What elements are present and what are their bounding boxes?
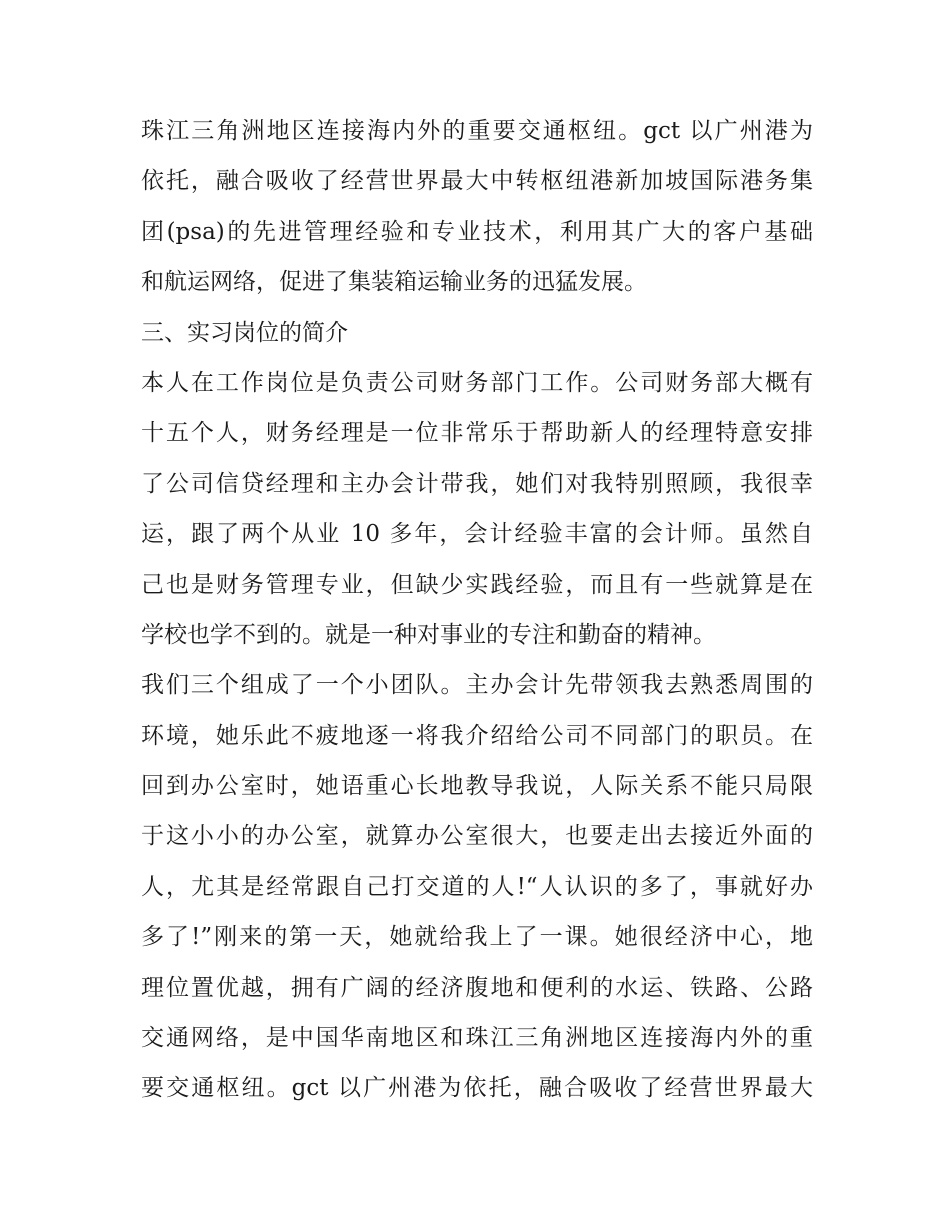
text-line: 十五个人，财务经理是一位非常乐于帮助新人的经理特意安排 bbox=[141, 420, 813, 447]
text-line: 了公司信贷经理和主办会计带我，她们对我特别照顾，我很幸 bbox=[141, 470, 813, 497]
text-line: 环境，她乐此不疲地逐一将我介绍给公司不同部门的职员。在 bbox=[141, 722, 813, 749]
text-line: 多了!”刚来的第一天，她就给我上了一课。她很经济中心，地 bbox=[141, 924, 813, 951]
text-line: 己也是财务管理专业，但缺少实践经验，而且有一些就算是在 bbox=[141, 571, 813, 598]
text-line: 依托，融合吸收了经营世界最大中转枢纽港新加坡国际港务集 bbox=[141, 168, 813, 195]
section-heading: 三、实习岗位的简介 bbox=[141, 319, 348, 346]
document-body bbox=[141, 106, 813, 1114]
text-line: 和航运网络，促进了集装箱运输业务的迅猛发展。 bbox=[141, 269, 647, 296]
text-line: 交通网络，是中国华南地区和珠江三角洲地区连接海内外的重 bbox=[141, 1025, 813, 1052]
text-line: 运，跟了两个从业 10 多年，会计经验丰富的会计师。虽然自 bbox=[141, 521, 813, 548]
text-line: 学校也学不到的。就是一种对事业的专注和勤奋的精神。 bbox=[141, 621, 716, 648]
text-line: 我们三个组成了一个小团队。主办会计先带领我去熟悉周围的 bbox=[141, 672, 813, 699]
text-line: 要交通枢纽。gct 以广州港为依托，融合吸收了经营世界最大 bbox=[141, 1075, 813, 1102]
text-line: 本人在工作岗位是负责公司财务部门工作。公司财务部大概有 bbox=[141, 369, 813, 396]
text-line: 回到办公室时，她语重心长地教导我说，人际关系不能只局限 bbox=[141, 773, 813, 800]
text-line: 珠江三角洲地区连接海内外的重要交通枢纽。gct 以广州港为 bbox=[141, 118, 813, 144]
text-line: 团(psa)的先进管理经验和专业技术，利用其广大的客户基础 bbox=[141, 218, 813, 245]
text-line: 理位置优越，拥有广阔的经济腹地和便利的水运、铁路、公路 bbox=[141, 974, 813, 1001]
text-line: 于这小小的办公室，就算办公室很大，也要走出去接近外面的 bbox=[141, 823, 813, 850]
text-line: 人，尤其是经常跟自己打交道的人!“人认识的多了，事就好办 bbox=[141, 873, 813, 900]
